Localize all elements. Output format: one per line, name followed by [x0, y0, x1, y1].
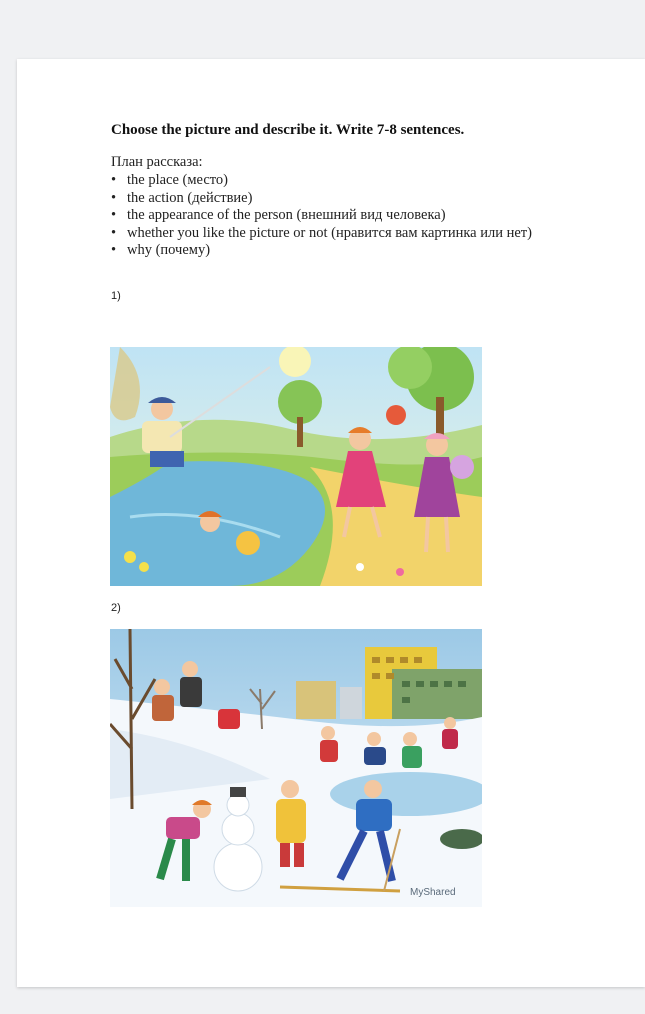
picture-1-label: 1) — [111, 290, 121, 302]
plan-list — [111, 172, 532, 260]
winter-picture — [110, 629, 482, 907]
plan-item: • the action (действие) — [111, 189, 253, 206]
plan-item: • why (почему) — [111, 242, 211, 259]
summer-picture — [110, 347, 482, 586]
plan-item: • the place (место) — [111, 172, 229, 188]
task-title: Choose the picture and describe it. Write 7-8 sentences. — [111, 122, 465, 138]
picture-2-label: 2) — [111, 602, 121, 614]
plan-item: • the appearance of the person (внешний вид человека) — [111, 207, 446, 224]
plan-heading: План рассказа: — [111, 154, 203, 170]
watermark-text: MyShared — [410, 887, 456, 898]
plan-item: • whether you like the picture or not (нравится вам картинка или нет) — [111, 224, 532, 241]
document-page — [17, 59, 645, 987]
